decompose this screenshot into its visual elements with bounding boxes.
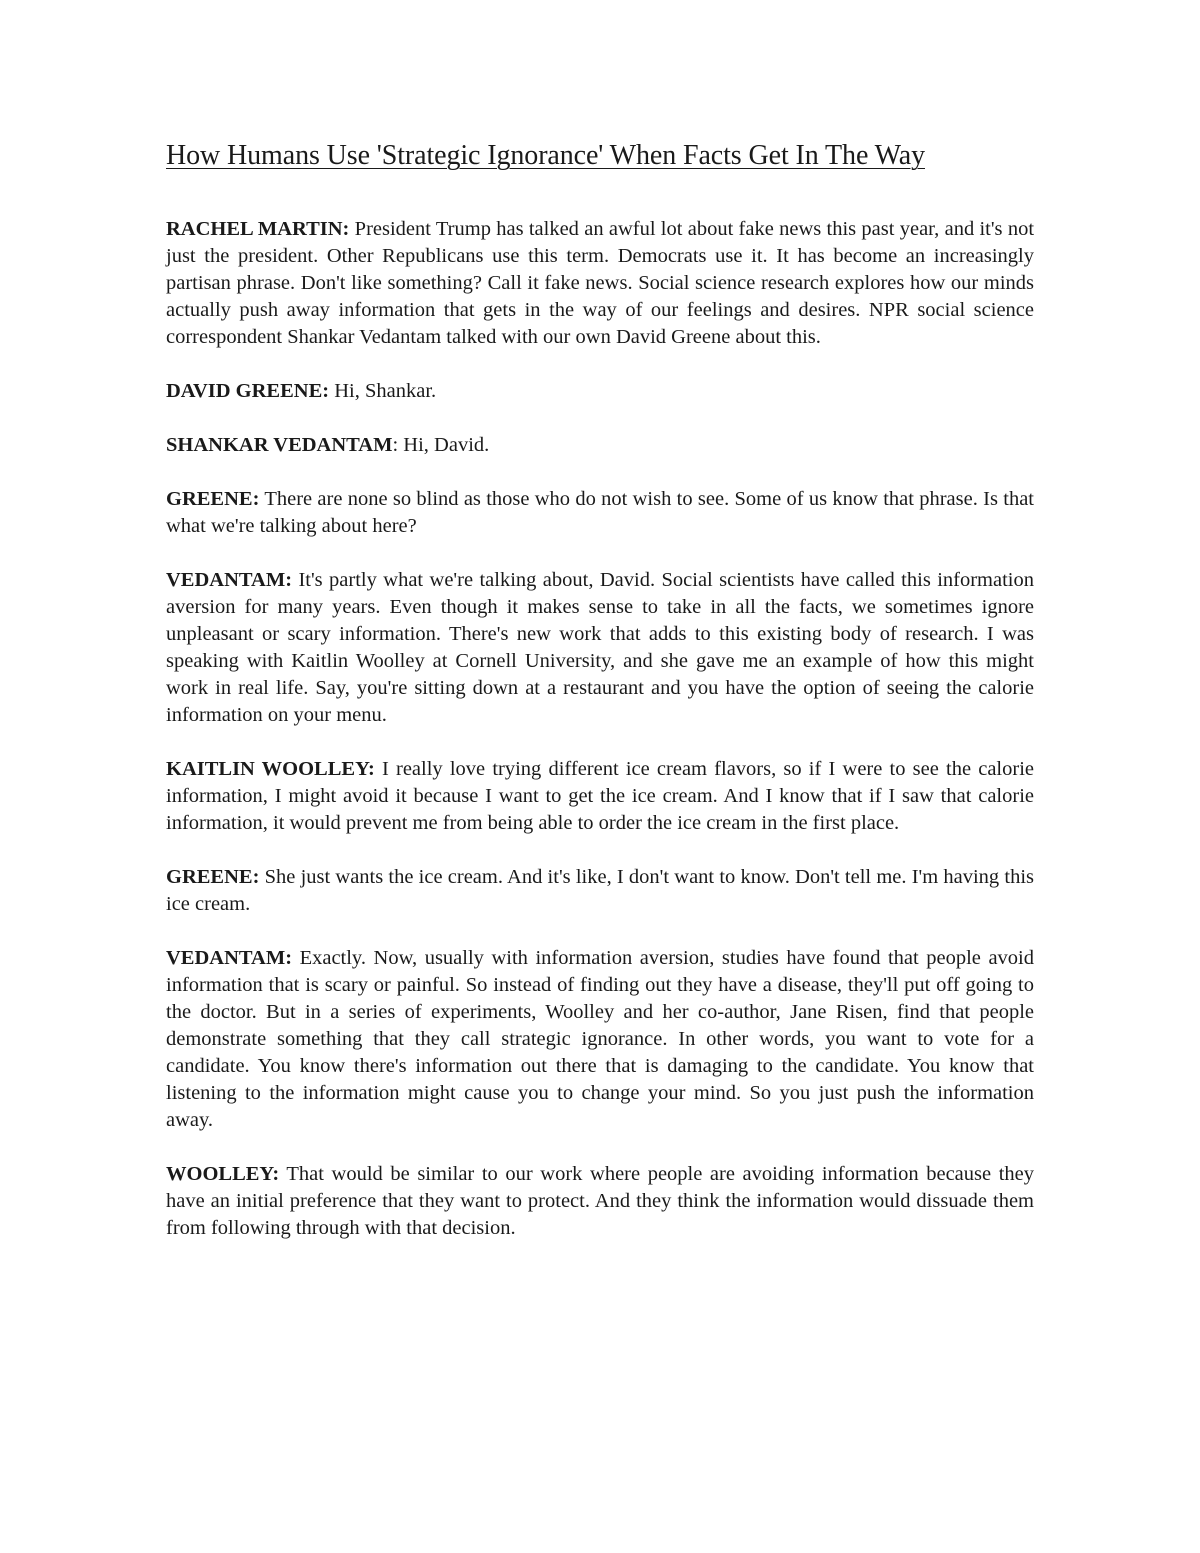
paragraph-text: That would be similar to our work where people are avoiding information because they have an initial preference that they want to protect. And they think the information would dissuade them from following through with that decision. [166, 1163, 1034, 1239]
speaker-name: VEDANTAM: [166, 569, 293, 591]
paragraph-text: It's partly what we're talking about, David. Social scientists have called this information aversion for many years. Even though it makes sense to take in all the facts, we sometimes ignore unpleasant or scary information. There's new work that adds to this existing body of research. I was speaking with Kaitlin Woolley at Cornell University, and she gave me an example of how this might work in real life. Say, you're sitting down at a restaurant and you have the option of seeing the calorie information on your menu. [166, 569, 1034, 726]
paragraph-text: There are none so blind as those who do not wish to see. Some of us know that phrase. Is that what we're talking about here? [166, 488, 1034, 537]
paragraph-text: Exactly. Now, usually with information aversion, studies have found that people avoid information that is scary or painful. So instead of finding out they have a disease, they'll put off going to the doctor. But in a series of experiments, Woolley and her co-author, Jane Risen, find that people demonstrate something that they call strategic ignorance. In other words, you want to vote for a candidate. You know there's information out there that is damaging to the candidate. You know that listening to the information might cause you to change your mind. So you just push the information away. [166, 947, 1034, 1131]
speaker-name: DAVID GREENE: [166, 380, 330, 402]
paragraph-text: : Hi, David. [392, 434, 490, 456]
transcript-paragraph [166, 945, 1034, 1134]
speaker-name: WOOLLEY: [166, 1163, 280, 1185]
transcript-paragraph [166, 864, 1034, 918]
speaker-name: RACHEL MARTIN: [166, 218, 350, 240]
transcript-paragraph [166, 432, 1034, 459]
speaker-name: SHANKAR VEDANTAM [166, 434, 393, 456]
transcript-paragraph [166, 378, 1034, 405]
speaker-name: VEDANTAM: [166, 947, 293, 969]
transcript-paragraph [166, 756, 1034, 837]
paragraph-text: President Trump has talked an awful lot about fake news this past year, and it's not just the president. Other Republicans use this term. Democrats use it. It has become an increasingly partisan phrase. Don't like something? Call it fake news. Social science research explores how our minds actually push away information that gets in the way of our feelings and desires. NPR social science correspondent Shankar Vedantam talked with our own David Greene about this. [166, 218, 1035, 348]
paragraph-text: She just wants the ice cream. And it's like, I don't want to know. Don't tell me. I'm having this ice cream. [166, 866, 1034, 915]
document-title: How Humans Use 'Strategic Ignorance' When Facts Get In The Way [166, 140, 925, 171]
paragraph-text: I really love trying different ice cream flavors, so if I were to see the calorie information, I might avoid it because I want to get the ice cream. And I know that if I saw that calorie information, it would prevent me from being able to order the ice cream in the first place. [166, 758, 1034, 834]
speaker-name: KAITLIN WOOLLEY: [166, 758, 375, 780]
transcript-paragraph [166, 1161, 1034, 1242]
speaker-name: GREENE: [166, 488, 260, 510]
document-body [166, 140, 1034, 1269]
transcript-paragraph [166, 216, 1034, 351]
transcript-paragraph [166, 567, 1034, 729]
paragraph-text: Hi, Shankar. [329, 380, 437, 402]
speaker-name: GREENE: [166, 866, 260, 888]
transcript-paragraph [166, 486, 1034, 540]
